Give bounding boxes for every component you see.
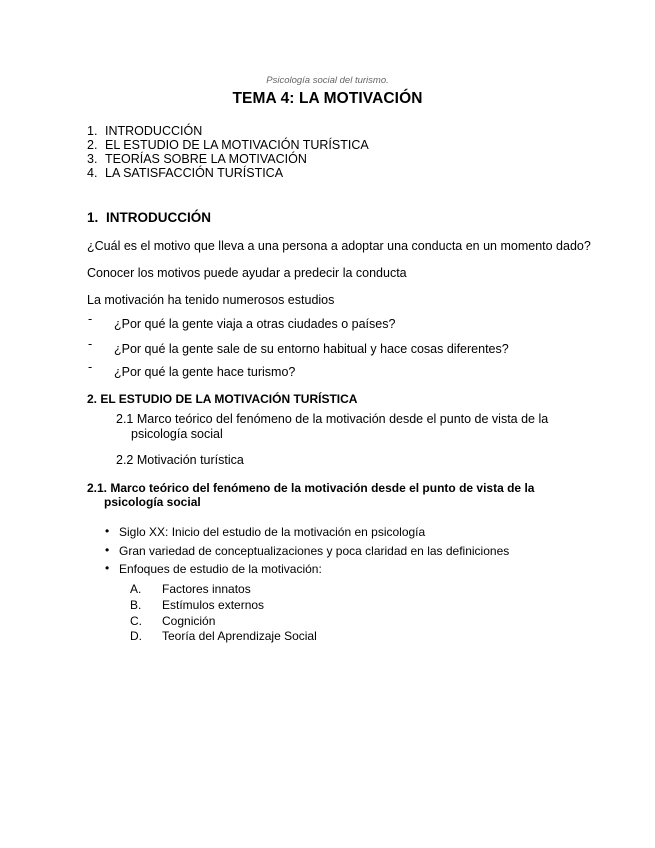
subsection-2-1-line-1: 2.1 Marco teórico del fenómeno de la motivación desde el punto de vista de la [116, 412, 549, 426]
bullet-item [105, 524, 426, 539]
dash-item: ¿Por qué la gente viaja a otras ciudades o países? [114, 317, 396, 331]
bullet-text: Gran variedad de conceptualizaciones y poca claridad en las definiciones [119, 544, 510, 558]
toc-label: LA SATISFACCIÓN TURÍSTICA [105, 166, 284, 180]
approach-item [130, 614, 215, 628]
approach-item [130, 582, 251, 596]
intro-paragraph-1: ¿Cuál es el motivo que lleva a una persona a adoptar una conducta en un momento dado? [87, 239, 591, 253]
table-of-contents [87, 124, 369, 180]
toc-label: EL ESTUDIO DE LA MOTIVACIÓN TURÍSTICA [105, 138, 369, 152]
dash-marker: - [88, 312, 93, 326]
page-title: TEMA 4: LA MOTIVACIÓN [232, 90, 423, 107]
approach-label: Teoría del Aprendizaje Social [162, 629, 317, 643]
bullet-item [105, 543, 510, 558]
subsection-2-1-line-2: psicología social [131, 427, 223, 441]
dash-marker: - [88, 337, 93, 351]
approach-letter: A. [130, 582, 142, 596]
intro-paragraph-2: Conocer los motivos puede ayudar a predecir la conducta [87, 266, 407, 280]
approach-item [130, 629, 317, 643]
approach-label: Factores innatos [162, 582, 251, 596]
dash-marker: - [88, 360, 93, 374]
approach-letter: C. [130, 614, 142, 628]
dash-item: ¿Por qué la gente hace turismo? [114, 365, 296, 379]
bullet-text: Siglo XX: Inicio del estudio de la motivación en psicología [119, 525, 426, 539]
toc-item [87, 166, 369, 180]
approach-item [130, 598, 264, 612]
approach-letter: D. [130, 629, 142, 643]
bullet-icon: • [105, 524, 110, 538]
bullet-item [105, 561, 322, 576]
toc-number: 2. [87, 138, 98, 152]
section-2-1-heading-line-2: psicología social [104, 495, 201, 509]
toc-number: 1. [87, 124, 98, 138]
section-2-heading: 2. EL ESTUDIO DE LA MOTIVACIÓN TURÍSTICA [87, 392, 358, 406]
intro-paragraph-3: La motivación ha tenido numerosos estudios [87, 293, 335, 307]
bullet-icon: • [105, 561, 110, 575]
toc-number: 4. [87, 166, 98, 180]
approach-label: Estímulos externos [162, 598, 265, 612]
section-1-heading [87, 210, 211, 225]
toc-item [87, 124, 369, 138]
section-1-number: 1. [87, 210, 99, 225]
toc-item [87, 138, 369, 152]
page-header: Psicología social del turismo. [266, 75, 389, 86]
approach-letter: B. [130, 598, 142, 612]
toc-label: INTRODUCCIÓN [105, 124, 203, 138]
section-1-title: INTRODUCCIÓN [106, 210, 211, 225]
toc-label: TEORÍAS SOBRE LA MOTIVACIÓN [105, 152, 307, 166]
section-2-1-heading-line-1: 2.1. Marco teórico del fenómeno de la motivación desde el punto de vista de la [87, 481, 535, 495]
toc-number: 3. [87, 152, 98, 166]
toc-item [87, 152, 369, 166]
approach-label: Cognición [162, 614, 216, 628]
bullet-text: Enfoques de estudio de la motivación: [119, 562, 322, 576]
bullet-icon: • [105, 543, 110, 557]
subsection-2-2: 2.2 Motivación turística [116, 453, 244, 467]
dash-item: ¿Por qué la gente sale de su entorno habitual y hace cosas diferentes? [114, 342, 509, 356]
